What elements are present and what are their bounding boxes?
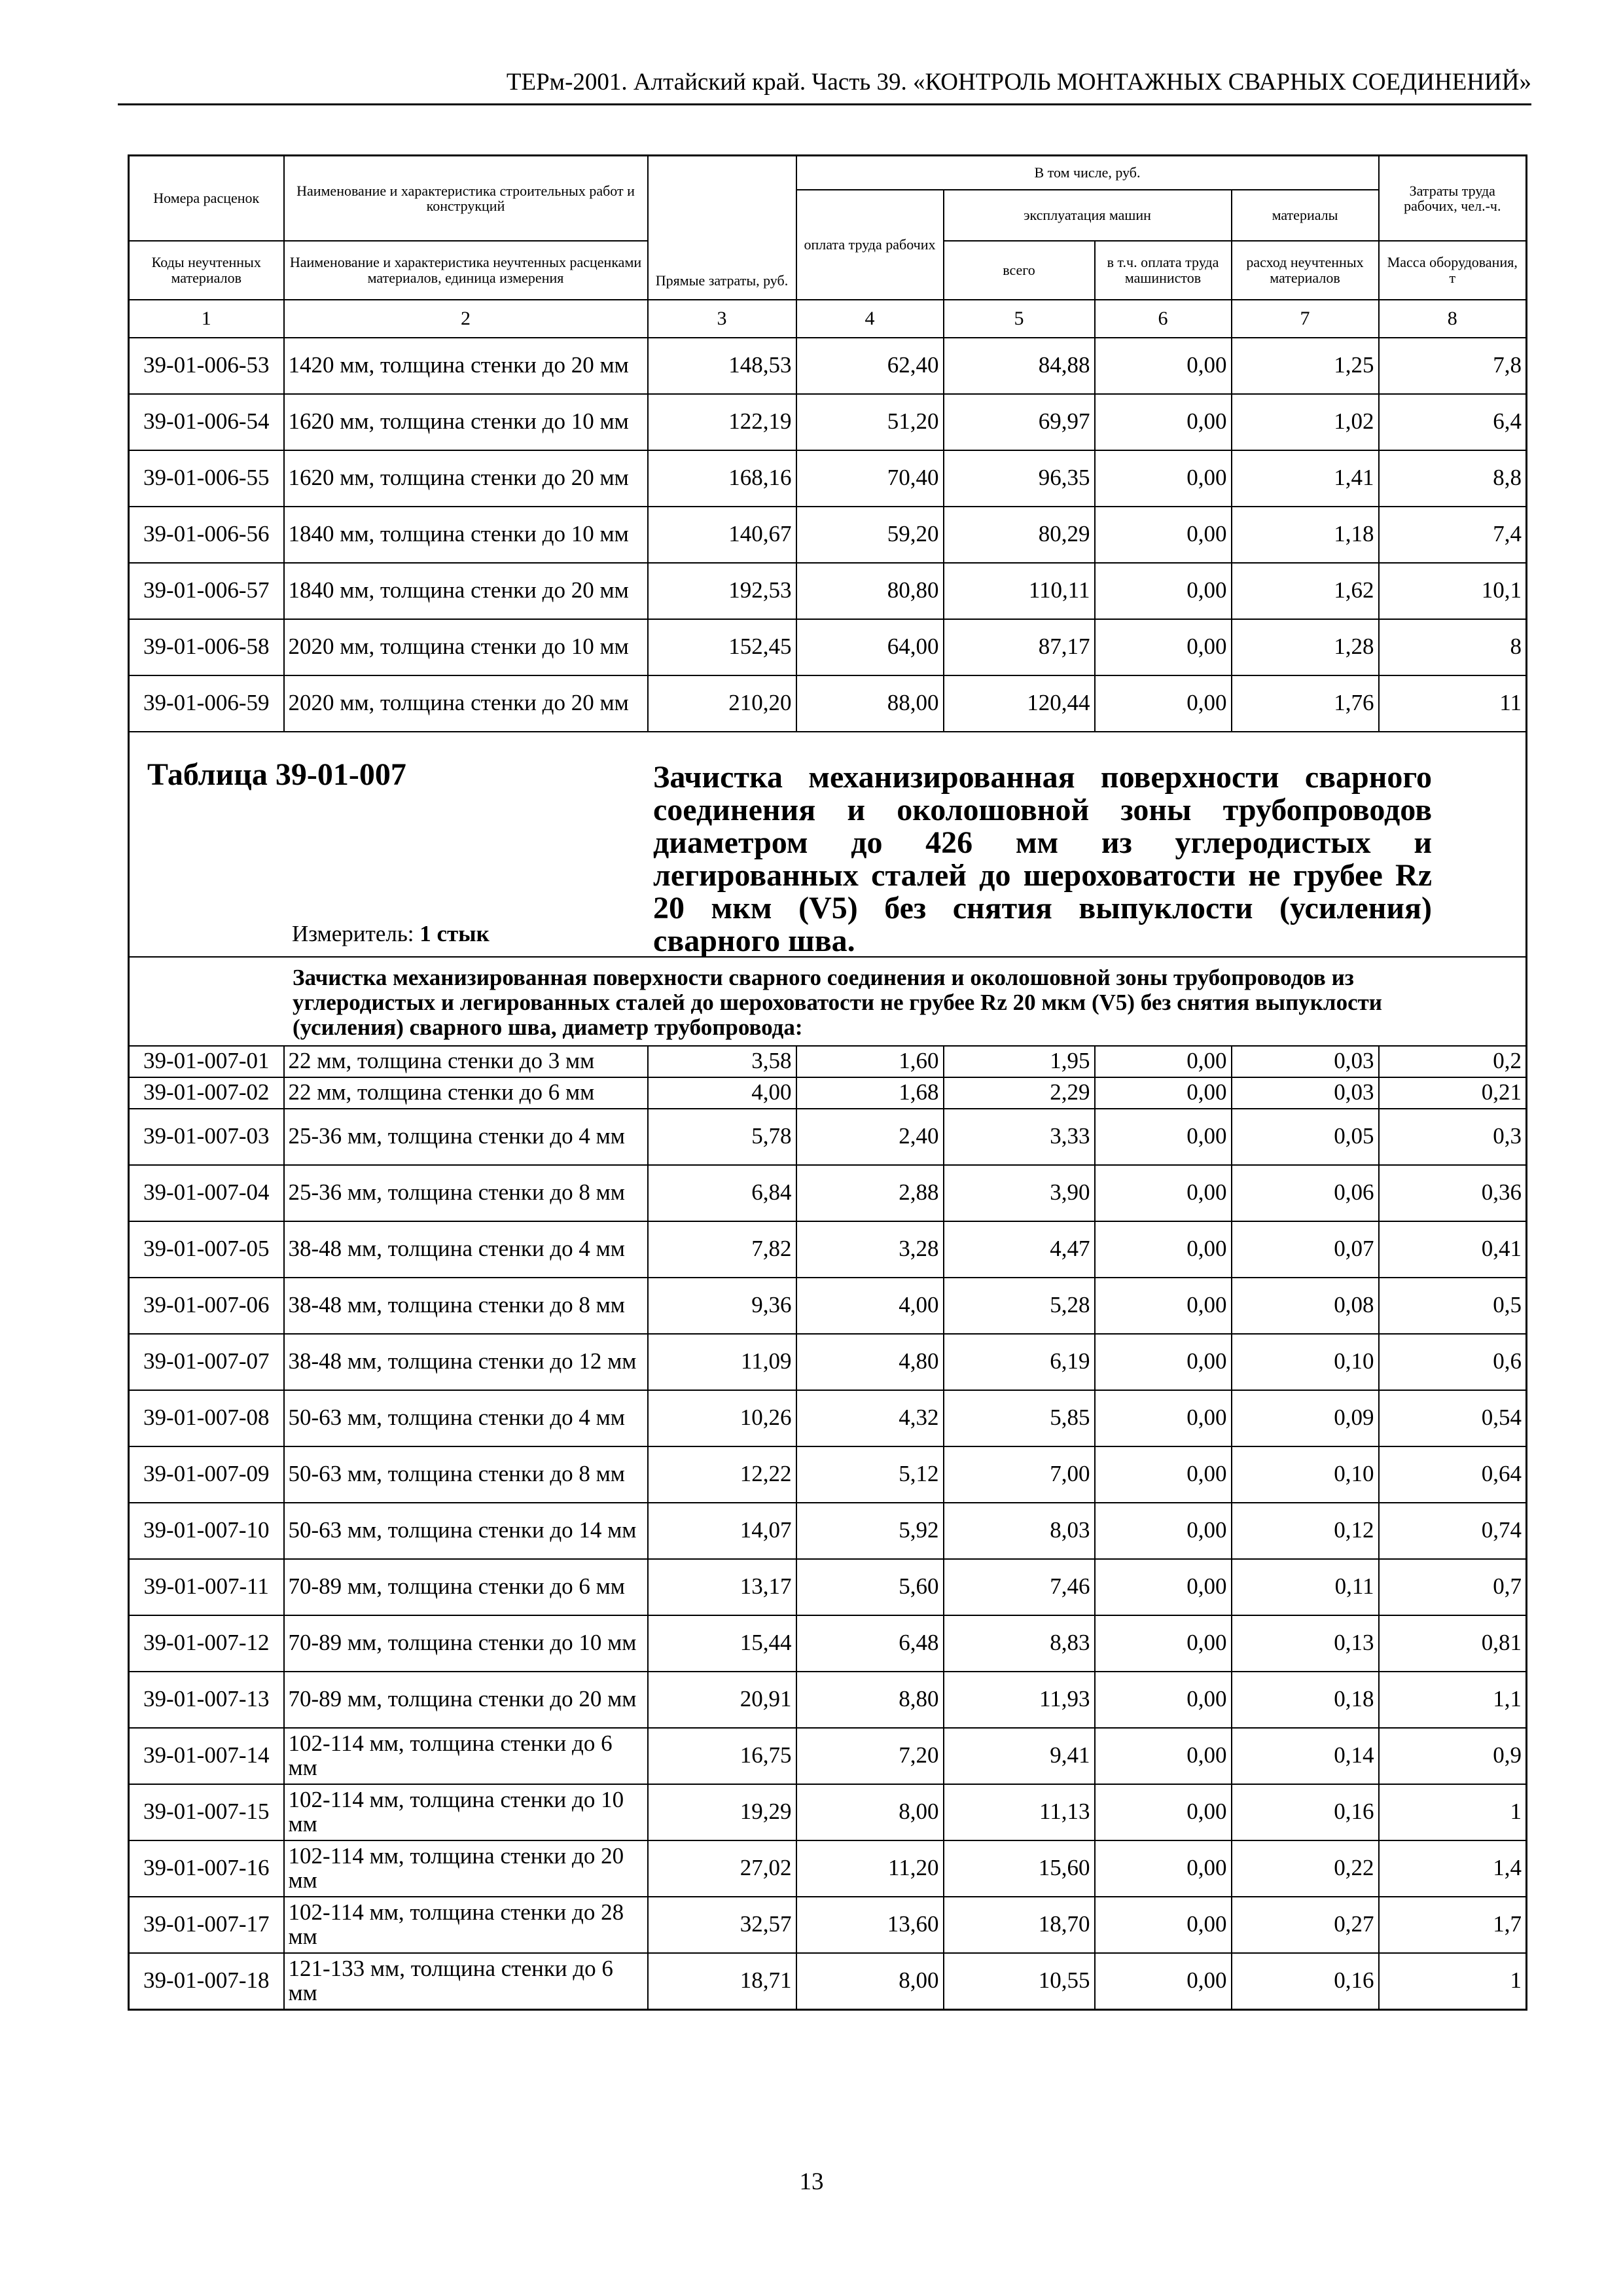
value-machines: 6,19 — [944, 1334, 1095, 1390]
value-mass: 0,21 — [1379, 1077, 1527, 1109]
work-description: 102-114 мм, толщина стенки до 6 мм — [284, 1728, 648, 1784]
table-row — [129, 1390, 1527, 1446]
rate-code: 39-01-007-07 — [129, 1334, 284, 1390]
rate-code: 39-01-007-01 — [129, 1046, 284, 1077]
rate-code: 39-01-007-03 — [129, 1109, 284, 1165]
col-materials: материалы — [1232, 190, 1379, 241]
value-labor: 4,32 — [796, 1390, 944, 1446]
value-labor: 1,60 — [796, 1046, 944, 1077]
value-direct: 15,44 — [648, 1615, 796, 1672]
value-direct: 14,07 — [648, 1503, 796, 1559]
rate-code: 39-01-007-14 — [129, 1728, 284, 1784]
table-row — [129, 619, 1527, 675]
rate-code: 39-01-007-13 — [129, 1672, 284, 1728]
col-rate-numbers: Номера расценок — [129, 156, 284, 241]
value-mass: 1,4 — [1379, 1840, 1527, 1897]
value-labor-hours: 0,06 — [1232, 1165, 1379, 1221]
work-description: 25-36 мм, толщина стенки до 8 мм — [284, 1165, 648, 1221]
rate-code: 39-01-007-09 — [129, 1446, 284, 1503]
work-description: 102-114 мм, толщина стенки до 20 мм — [284, 1840, 648, 1897]
value-labor-hours: 0,12 — [1232, 1503, 1379, 1559]
table-row — [129, 1109, 1527, 1165]
work-description: 50-63 мм, толщина стенки до 14 мм — [284, 1503, 648, 1559]
value-mass: 0,7 — [1379, 1559, 1527, 1615]
value-machines: 5,28 — [944, 1278, 1095, 1334]
value-operators: 0,00 — [1095, 1334, 1232, 1390]
value-machines: 7,00 — [944, 1446, 1095, 1503]
rate-code: 39-01-006-57 — [129, 563, 284, 619]
value-operators: 0,00 — [1095, 1046, 1232, 1077]
value-mass: 0,5 — [1379, 1278, 1527, 1334]
table-row — [129, 1672, 1527, 1728]
value-operators: 0,00 — [1095, 1446, 1232, 1503]
table-row — [129, 1728, 1527, 1784]
value-machines: 8,03 — [944, 1503, 1095, 1559]
value-labor: 3,28 — [796, 1221, 944, 1278]
work-description: 22 мм, толщина стенки до 6 мм — [284, 1077, 648, 1109]
value-operators: 0,00 — [1095, 1840, 1232, 1897]
value-operators: 0,00 — [1095, 450, 1232, 507]
value-machines: 110,11 — [944, 563, 1095, 619]
value-direct: 27,02 — [648, 1840, 796, 1897]
value-operators: 0,00 — [1095, 619, 1232, 675]
value-labor: 59,20 — [796, 507, 944, 563]
value-machines: 80,29 — [944, 507, 1095, 563]
work-description: 70-89 мм, толщина стенки до 6 мм — [284, 1559, 648, 1615]
value-labor: 5,60 — [796, 1559, 944, 1615]
table-row — [129, 1221, 1527, 1278]
value-direct: 19,29 — [648, 1784, 796, 1840]
table-row — [129, 1334, 1527, 1390]
rate-code: 39-01-007-06 — [129, 1278, 284, 1334]
col-direct-costs: Прямые затраты, руб. — [648, 156, 796, 300]
value-direct: 6,84 — [648, 1165, 796, 1221]
work-description: 1840 мм, толщина стенки до 20 мм — [284, 563, 648, 619]
value-direct: 18,71 — [648, 1953, 796, 2010]
table-label: Таблица 39-01-007 — [147, 757, 406, 792]
value-machines: 11,93 — [944, 1672, 1095, 1728]
value-mass: 0,41 — [1379, 1221, 1527, 1278]
value-operators: 0,00 — [1095, 1390, 1232, 1446]
value-labor-hours: 0,07 — [1232, 1221, 1379, 1278]
value-mass: 0,36 — [1379, 1165, 1527, 1221]
value-machines: 4,47 — [944, 1221, 1095, 1278]
value-operators: 0,00 — [1095, 1728, 1232, 1784]
value-operators: 0,00 — [1095, 1278, 1232, 1334]
value-labor-hours: 0,10 — [1232, 1446, 1379, 1503]
value-operators: 0,00 — [1095, 507, 1232, 563]
value-labor: 1,68 — [796, 1077, 944, 1109]
header-rule — [118, 103, 1531, 105]
value-operators: 0,00 — [1095, 338, 1232, 394]
value-machines: 2,29 — [944, 1077, 1095, 1109]
rate-code: 39-01-007-11 — [129, 1559, 284, 1615]
table-subheading-cell — [129, 957, 1527, 1046]
value-labor-hours: 1,41 — [1232, 450, 1379, 507]
value-direct: 3,58 — [648, 1046, 796, 1077]
value-machines: 96,35 — [944, 450, 1095, 507]
value-operators: 0,00 — [1095, 1953, 1232, 2010]
table-row — [129, 1615, 1527, 1672]
table-title-block — [129, 732, 1527, 957]
value-labor-hours: 1,18 — [1232, 507, 1379, 563]
value-mass: 11 — [1379, 675, 1527, 732]
value-labor: 4,00 — [796, 1278, 944, 1334]
value-direct: 7,82 — [648, 1221, 796, 1278]
value-machines: 3,33 — [944, 1109, 1095, 1165]
value-direct: 210,20 — [648, 675, 796, 732]
value-mass: 0,54 — [1379, 1390, 1527, 1446]
value-operators: 0,00 — [1095, 1784, 1232, 1840]
work-description: 25-36 мм, толщина стенки до 4 мм — [284, 1109, 648, 1165]
table-row — [129, 1897, 1527, 1953]
rate-code: 39-01-007-18 — [129, 1953, 284, 2010]
value-direct: 16,75 — [648, 1728, 796, 1784]
col-index: 1 — [129, 300, 284, 338]
value-mass: 0,6 — [1379, 1334, 1527, 1390]
page-number: 13 — [799, 2168, 824, 2195]
table-row — [129, 1559, 1527, 1615]
table-row — [129, 394, 1527, 450]
value-machines: 7,46 — [944, 1559, 1095, 1615]
col-labor-pay: оплата труда рабочих — [796, 190, 944, 300]
unit-label: Измеритель: — [292, 920, 414, 946]
value-operators: 0,00 — [1095, 1077, 1232, 1109]
value-mass: 10,1 — [1379, 563, 1527, 619]
value-operators: 0,00 — [1095, 1615, 1232, 1672]
value-labor: 6,48 — [796, 1615, 944, 1672]
work-description: 1420 мм, толщина стенки до 20 мм — [284, 338, 648, 394]
value-labor: 64,00 — [796, 619, 944, 675]
rate-code: 39-01-006-59 — [129, 675, 284, 732]
value-labor: 2,40 — [796, 1109, 944, 1165]
table-row — [129, 507, 1527, 563]
value-labor-hours: 1,25 — [1232, 338, 1379, 394]
value-labor-hours: 0,14 — [1232, 1728, 1379, 1784]
work-description: 1620 мм, толщина стенки до 10 мм — [284, 394, 648, 450]
value-machines: 87,17 — [944, 619, 1095, 675]
value-labor: 62,40 — [796, 338, 944, 394]
col-index: 8 — [1379, 300, 1527, 338]
value-machines: 9,41 — [944, 1728, 1095, 1784]
value-direct: 9,36 — [648, 1278, 796, 1334]
value-mass: 8 — [1379, 619, 1527, 675]
value-mass: 0,64 — [1379, 1446, 1527, 1503]
value-operators: 0,00 — [1095, 1109, 1232, 1165]
col-index: 5 — [944, 300, 1095, 338]
value-direct: 192,53 — [648, 563, 796, 619]
value-operators: 0,00 — [1095, 1165, 1232, 1221]
value-machines: 5,85 — [944, 1390, 1095, 1446]
value-mass: 7,4 — [1379, 507, 1527, 563]
col-index: 6 — [1095, 300, 1232, 338]
work-description: 102-114 мм, толщина стенки до 10 мм — [284, 1784, 648, 1840]
value-machines: 1,95 — [944, 1046, 1095, 1077]
table-row — [129, 1446, 1527, 1503]
col-including: В том числе, руб. — [796, 156, 1379, 190]
rate-code: 39-01-007-04 — [129, 1165, 284, 1221]
value-mass: 0,74 — [1379, 1503, 1527, 1559]
value-machines: 10,55 — [944, 1953, 1095, 2010]
table-row — [129, 1046, 1527, 1077]
col-index: 3 — [648, 300, 796, 338]
value-labor-hours: 1,62 — [1232, 563, 1379, 619]
value-labor-hours: 1,02 — [1232, 394, 1379, 450]
value-labor: 11,20 — [796, 1840, 944, 1897]
work-description: 2020 мм, толщина стенки до 10 мм — [284, 619, 648, 675]
value-direct: 10,26 — [648, 1390, 796, 1446]
rate-code: 39-01-007-17 — [129, 1897, 284, 1953]
value-mass: 1,7 — [1379, 1897, 1527, 1953]
value-mass: 0,9 — [1379, 1728, 1527, 1784]
value-mass: 0,3 — [1379, 1109, 1527, 1165]
value-labor: 4,80 — [796, 1334, 944, 1390]
rate-code: 39-01-006-53 — [129, 338, 284, 394]
rate-code: 39-01-007-15 — [129, 1784, 284, 1840]
value-direct: 5,78 — [648, 1109, 796, 1165]
value-mass: 8,8 — [1379, 450, 1527, 507]
value-labor: 51,20 — [796, 394, 944, 450]
table-row — [129, 1840, 1527, 1897]
work-description: 22 мм, толщина стенки до 3 мм — [284, 1046, 648, 1077]
value-direct: 32,57 — [648, 1897, 796, 1953]
table-row — [129, 450, 1527, 507]
value-labor-hours: 0,11 — [1232, 1559, 1379, 1615]
value-labor-hours: 0,10 — [1232, 1334, 1379, 1390]
value-operators: 0,00 — [1095, 1672, 1232, 1728]
value-labor: 8,00 — [796, 1953, 944, 2010]
value-labor-hours: 0,03 — [1232, 1077, 1379, 1109]
col-total: всего — [944, 241, 1095, 300]
col-machine-operation: эксплуатация машин — [944, 190, 1232, 241]
work-description: 70-89 мм, толщина стенки до 10 мм — [284, 1615, 648, 1672]
work-description: 38-48 мм, толщина стенки до 8 мм — [284, 1278, 648, 1334]
value-labor-hours: 0,13 — [1232, 1615, 1379, 1672]
col-equipment-mass: Масса оборудования, т — [1379, 241, 1527, 300]
value-operators: 0,00 — [1095, 675, 1232, 732]
price-table — [128, 154, 1527, 2011]
value-machines: 69,97 — [944, 394, 1095, 450]
col-index: 2 — [284, 300, 648, 338]
table-title: Зачистка механизированная поверхности сварного соединения и околошовной зоны трубопроводов диаметром до 426 мм из углеродистых и легированных сталей до шероховатости не грубее Rz 20 мкм (V5) без снятия выпуклости (усиления) сварного шва. — [653, 759, 1432, 958]
value-labor: 5,12 — [796, 1446, 944, 1503]
col-material-codes: Коды неучтенных материалов — [129, 241, 284, 300]
value-labor: 8,00 — [796, 1784, 944, 1840]
rate-code: 39-01-007-02 — [129, 1077, 284, 1109]
value-labor: 5,92 — [796, 1503, 944, 1559]
value-direct: 13,17 — [648, 1559, 796, 1615]
value-labor-hours: 0,18 — [1232, 1672, 1379, 1728]
rate-code: 39-01-006-55 — [129, 450, 284, 507]
table-subheading: Зачистка механизированная поверхности сварного соединения и околошовной зоны трубопроводов из углеродистых и легированных сталей до шероховатости не грубее Rz 20 мкм (V5) без снятия выпуклости (усиления) сварного шва, диаметр трубопровода: — [293, 964, 1382, 1040]
value-labor: 70,40 — [796, 450, 944, 507]
value-labor: 13,60 — [796, 1897, 944, 1953]
work-description: 50-63 мм, толщина стенки до 8 мм — [284, 1446, 648, 1503]
col-unaccounted-materials: расход неучтенных материалов — [1232, 241, 1379, 300]
value-labor-hours: 0,09 — [1232, 1390, 1379, 1446]
value-labor-hours: 0,16 — [1232, 1784, 1379, 1840]
value-direct: 4,00 — [648, 1077, 796, 1109]
value-labor: 8,80 — [796, 1672, 944, 1728]
unit-value: 1 стык — [419, 920, 490, 946]
value-labor-hours: 0,05 — [1232, 1109, 1379, 1165]
value-machines: 18,70 — [944, 1897, 1095, 1953]
value-machines: 11,13 — [944, 1784, 1095, 1840]
value-labor-hours: 0,16 — [1232, 1953, 1379, 2010]
work-description: 50-63 мм, толщина стенки до 4 мм — [284, 1390, 648, 1446]
value-labor-hours: 1,28 — [1232, 619, 1379, 675]
work-description: 38-48 мм, толщина стенки до 12 мм — [284, 1334, 648, 1390]
table-row — [129, 1953, 1527, 2010]
rate-code: 39-01-007-16 — [129, 1840, 284, 1897]
value-mass: 1 — [1379, 1784, 1527, 1840]
work-description: 70-89 мм, толщина стенки до 20 мм — [284, 1672, 648, 1728]
value-labor-hours: 0,27 — [1232, 1897, 1379, 1953]
value-mass: 0,81 — [1379, 1615, 1527, 1672]
value-direct: 148,53 — [648, 338, 796, 394]
value-operators: 0,00 — [1095, 394, 1232, 450]
value-mass: 1,1 — [1379, 1672, 1527, 1728]
work-description: 121-133 мм, толщина стенки до 6 мм — [284, 1953, 648, 2010]
value-labor-hours: 0,22 — [1232, 1840, 1379, 1897]
value-direct: 11,09 — [648, 1334, 796, 1390]
value-direct: 20,91 — [648, 1672, 796, 1728]
col-labor-costs: Затраты труда рабочих, чел.-ч. — [1379, 156, 1527, 241]
table-row — [129, 1165, 1527, 1221]
value-machines: 15,60 — [944, 1840, 1095, 1897]
rate-code: 39-01-007-10 — [129, 1503, 284, 1559]
col-incl-operator-pay: в т.ч. оплата труда машинистов — [1095, 241, 1232, 300]
running-title: ТЕРм-2001. Алтайский край. Часть 39. «КОНТРОЛЬ МОНТАЖНЫХ СВАРНЫХ СОЕДИНЕНИЙ» — [506, 69, 1531, 96]
value-mass: 6,4 — [1379, 394, 1527, 450]
value-labor: 2,88 — [796, 1165, 944, 1221]
value-machines: 8,83 — [944, 1615, 1095, 1672]
col-material-name: Наименование и характеристика неучтенных расценками материалов, единица измерения — [284, 241, 648, 300]
value-operators: 0,00 — [1095, 1897, 1232, 1953]
rate-code: 39-01-007-12 — [129, 1615, 284, 1672]
unit-of-measure — [292, 922, 490, 946]
table-row — [129, 338, 1527, 394]
value-machines: 3,90 — [944, 1165, 1095, 1221]
work-description: 102-114 мм, толщина стенки до 28 мм — [284, 1897, 648, 1953]
value-labor: 88,00 — [796, 675, 944, 732]
value-labor-hours: 0,03 — [1232, 1046, 1379, 1077]
work-description: 1620 мм, толщина стенки до 20 мм — [284, 450, 648, 507]
rate-code: 39-01-007-05 — [129, 1221, 284, 1278]
table-row — [129, 1278, 1527, 1334]
value-labor-hours: 1,76 — [1232, 675, 1379, 732]
col-index: 4 — [796, 300, 944, 338]
value-machines: 120,44 — [944, 675, 1095, 732]
value-direct: 12,22 — [648, 1446, 796, 1503]
value-machines: 84,88 — [944, 338, 1095, 394]
col-index: 7 — [1232, 300, 1379, 338]
table-row — [129, 675, 1527, 732]
work-description: 1840 мм, толщина стенки до 10 мм — [284, 507, 648, 563]
value-direct: 168,16 — [648, 450, 796, 507]
rate-code: 39-01-007-08 — [129, 1390, 284, 1446]
table-row — [129, 1503, 1527, 1559]
work-description: 38-48 мм, толщина стенки до 4 мм — [284, 1221, 648, 1278]
value-direct: 152,45 — [648, 619, 796, 675]
col-work-name: Наименование и характеристика строительных работ и конструкций — [284, 156, 648, 241]
value-labor-hours: 0,08 — [1232, 1278, 1379, 1334]
rate-code: 39-01-006-56 — [129, 507, 284, 563]
rate-code: 39-01-006-54 — [129, 394, 284, 450]
table-row — [129, 1784, 1527, 1840]
work-description: 2020 мм, толщина стенки до 20 мм — [284, 675, 648, 732]
value-mass: 0,2 — [1379, 1046, 1527, 1077]
value-mass: 7,8 — [1379, 338, 1527, 394]
value-operators: 0,00 — [1095, 1503, 1232, 1559]
value-labor: 7,20 — [796, 1728, 944, 1784]
value-operators: 0,00 — [1095, 563, 1232, 619]
value-operators: 0,00 — [1095, 1559, 1232, 1615]
value-labor: 80,80 — [796, 563, 944, 619]
value-mass: 1 — [1379, 1953, 1527, 2010]
value-operators: 0,00 — [1095, 1221, 1232, 1278]
value-direct: 122,19 — [648, 394, 796, 450]
value-direct: 140,67 — [648, 507, 796, 563]
rate-code: 39-01-006-58 — [129, 619, 284, 675]
table-row — [129, 563, 1527, 619]
table-row — [129, 1077, 1527, 1109]
